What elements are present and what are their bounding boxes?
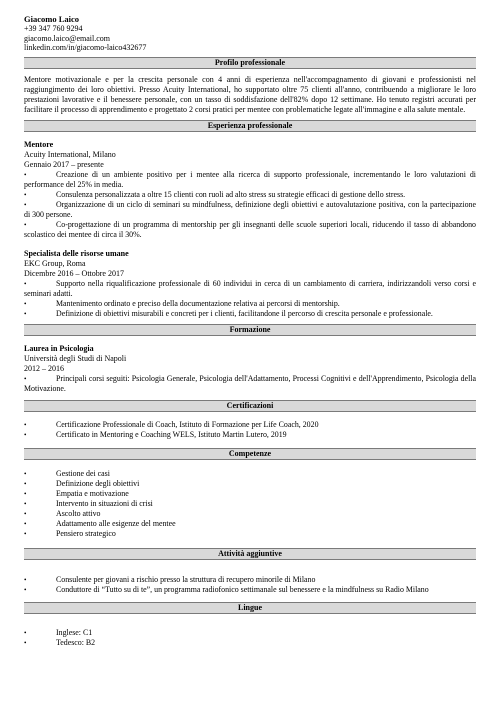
- list-item: [24, 638, 476, 648]
- bullet-text: Definizione di obiettivi misurabili e concreti per i clienti, facilitandone il percorso di crescita personale e professionale.: [56, 308, 433, 318]
- job-entry: [24, 249, 476, 319]
- bullet-icon: •: [24, 628, 27, 637]
- job-dates: Dicembre 2016 – Ottobre 2017: [24, 268, 124, 278]
- bullet-icon: •: [24, 489, 27, 498]
- bullet-text: Co-progettazione di un programma di mentorship per gli insegnanti delle scuole superiori locali, riducendo il tasso di abbandono scolastico dei mentee di circa il 30%.: [24, 219, 476, 239]
- skill-text: Adattamento alle esigenze del mentee: [56, 518, 176, 528]
- certification-text: Certificazione Professionale di Coach, Istituto di Formazione per Life Coach, 2020: [56, 419, 319, 429]
- section-title-activities: Attività aggiuntive: [24, 548, 476, 560]
- job-bullets: [24, 279, 476, 319]
- education-dates: 2012 – 2016: [24, 363, 64, 373]
- list-item: [24, 309, 476, 319]
- list-item: [24, 519, 476, 529]
- bullet-icon: •: [24, 190, 27, 199]
- list-item: [24, 190, 476, 200]
- list-item: [24, 628, 476, 638]
- skill-text: Definizione degli obiettivi: [56, 478, 140, 488]
- certification-text: Certificato in Mentoring e Coaching WELS, Istituto Martin Lutero, 2019: [56, 429, 287, 439]
- bullet-icon: •: [24, 469, 27, 478]
- skill-text: Ascolto attivo: [56, 508, 101, 518]
- bullet-icon: •: [24, 509, 27, 518]
- job-role: Mentore: [24, 139, 54, 149]
- skill-text: Intervento in situazioni di crisi: [56, 498, 153, 508]
- candidate-name: Giacomo Laico: [24, 14, 80, 24]
- phone: +39 347 760 9294: [24, 24, 83, 33]
- education-entry: [24, 344, 476, 394]
- section-title-languages: Lingue: [24, 602, 476, 614]
- bullet-text: Mantenimento ordinato e preciso della documentazione relativa ai percorsi di mentorship.: [56, 298, 340, 308]
- bullet-icon: •: [24, 170, 27, 179]
- bullet-icon: •: [24, 279, 27, 288]
- bullet-icon: •: [24, 638, 27, 647]
- list-item: [24, 529, 476, 539]
- bullet-icon: •: [24, 575, 27, 584]
- activity-text: Conduttore di “Tutto su di te”, un programma radiofonico settimanale sul benessere e la mindfulness su Radio Milano: [56, 584, 429, 594]
- bullet-icon: •: [24, 479, 27, 488]
- bullet-icon: •: [24, 529, 27, 538]
- skill-text: Empatia e motivazione: [56, 488, 129, 498]
- language-text: Inglese: C1: [56, 627, 93, 637]
- job-dates: Gennaio 2017 – presente: [24, 159, 104, 169]
- bullet-icon: •: [24, 585, 27, 594]
- skill-text: Gestione dei casi: [56, 468, 110, 478]
- list-item: [24, 489, 476, 499]
- job-company: Acuity International, Milano: [24, 149, 116, 159]
- section-title-certifications: Certificazioni: [24, 400, 476, 412]
- bullet-text: Creazione di un ambiente positivo per i mentee alla ricerca di supporto professionale, incrementando le loro valutazioni di performance del 25% in media.: [24, 169, 476, 189]
- bullet-icon: •: [24, 309, 27, 318]
- section-title-education: Formazione: [24, 324, 476, 336]
- list-item: [24, 575, 476, 585]
- list-item: [24, 200, 476, 220]
- job-entry: [24, 140, 476, 240]
- bullet-icon: •: [24, 519, 27, 528]
- list-item: [24, 220, 476, 240]
- job-company: EKC Group, Roma: [24, 258, 86, 268]
- list-item: [24, 430, 476, 440]
- education-bullets: [24, 374, 476, 394]
- bullet-text: Supporto nella riqualificazione professionale di 60 individui in cerca di un cambiamento di carriera, indirizzandoli verso corsi e seminari adatti.: [24, 278, 476, 298]
- bullet-icon: •: [24, 420, 27, 429]
- bullet-icon: •: [24, 220, 27, 229]
- bullet-icon: •: [24, 374, 27, 383]
- skill-text: Pensiero strategico: [56, 528, 116, 538]
- school: Università degli Studi di Napoli: [24, 353, 127, 363]
- list-item: [24, 170, 476, 190]
- resume-page: [24, 14, 476, 648]
- linkedin: linkedin.com/in/giacomo-laico432677: [24, 43, 147, 53]
- bullet-icon: •: [24, 430, 27, 439]
- list-item: [24, 279, 476, 299]
- degree: Laurea in Psicologia: [24, 343, 94, 353]
- list-item: [24, 299, 476, 309]
- list-item: [24, 420, 476, 430]
- header: [24, 14, 476, 53]
- list-item: [24, 585, 476, 595]
- section-title-skills: Competenze: [24, 448, 476, 460]
- list-item: [24, 509, 476, 519]
- list-item: [24, 499, 476, 509]
- profile-summary: Mentore motivazionale e per la crescita personale con 4 anni di esperienza nell'accompagnamento di giovani e professionisti nel raggiungimento dei loro obiettivi. Presso Acuity International, ho supportato oltre 75 clienti all'anno, contribuendo a migliorare le loro prestazioni lavorative e il benessere personale, con un tasso di soddisfazione dell'82% dopo 12 settimane. Ho tenuto registri accurati per facilitare il processo di apprendimento e progettato 2 corsi pratici per mentee con problematiche legate all'immagine e alla salute mentale.: [24, 74, 476, 114]
- bullet-text: Principali corsi seguiti: Psicologia Generale, Psicologia dell'Adattamento, Processi Cognitivi e dell'Apprendimento, Psicologia della Motivazione.: [24, 373, 476, 393]
- job-bullets: [24, 170, 476, 240]
- list-item: [24, 479, 476, 489]
- bullet-text: Organizzazione di un ciclo di seminari su mindfulness, definizione degli obiettivi e autovalutazione positiva, con la partecipazione di 300 persone.: [24, 199, 476, 219]
- email: giacomo.laico@email.com: [24, 33, 111, 43]
- bullet-icon: •: [24, 200, 27, 209]
- section-title-experience: Esperienza professionale: [24, 120, 476, 132]
- job-role: Specialista delle risorse umane: [24, 248, 129, 258]
- bullet-text: Consulenza personalizzata a oltre 15 clienti con ruoli ad alto stress su strategie efficaci di gestione dello stress.: [56, 189, 406, 199]
- bullet-icon: •: [24, 499, 27, 508]
- languages-list: [24, 628, 476, 648]
- skills-list: [24, 469, 476, 539]
- certifications-list: [24, 420, 476, 440]
- activities-list: [24, 575, 476, 595]
- language-text: Tedesco: B2: [56, 637, 96, 647]
- activity-text: Consulente per giovani a rischio presso la struttura di recupero minorile di Milano: [56, 574, 316, 584]
- bullet-icon: •: [24, 299, 27, 308]
- list-item: [24, 374, 476, 394]
- list-item: [24, 469, 476, 479]
- section-title-profile: Profilo professionale: [24, 57, 476, 69]
